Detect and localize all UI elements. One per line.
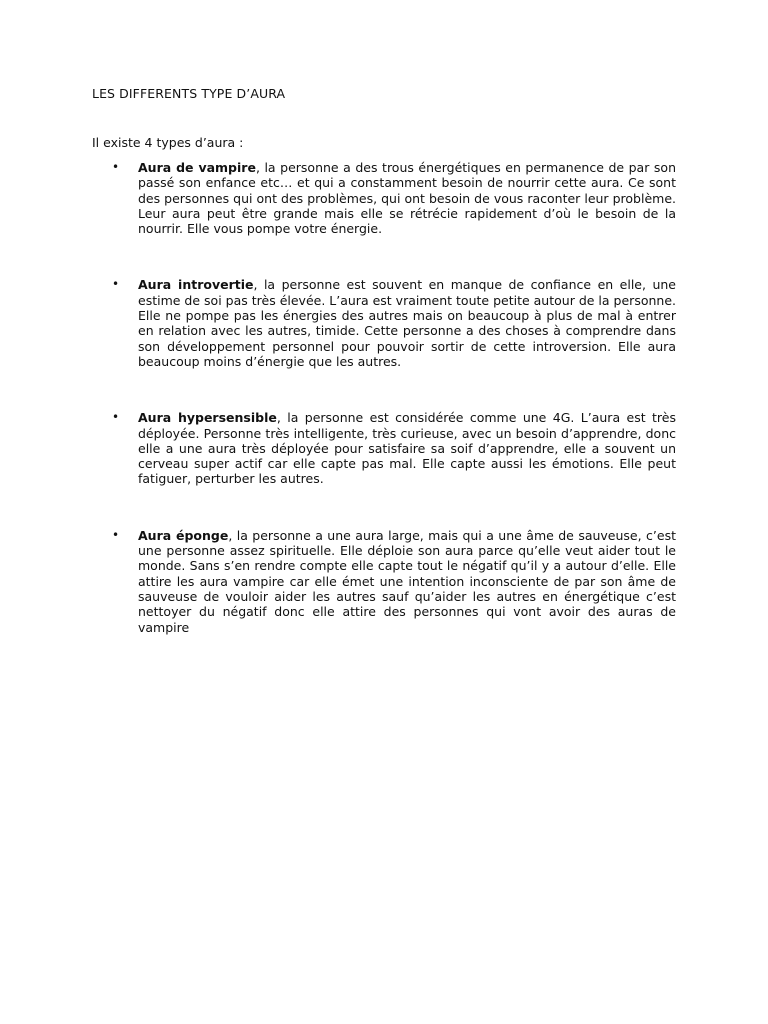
aura-description: , la personne est considérée comme une 4G. L’aura est très déployée. Personne très intelligente, très curieuse, avec un besoin d’apprendre, donc elle a une aura très déployée pour satisfaire sa soif d’apprendre, elle a souvent un cerveau super actif car elle capte pas mal. Elle capte aussi les émotions. Elle peut fatiguer, perturber les autres. bbox=[138, 410, 676, 487]
list-item-aura-hypersensible bbox=[92, 410, 676, 486]
aura-name: Aura introvertie bbox=[138, 277, 254, 293]
aura-name: Aura éponge bbox=[138, 527, 229, 543]
bullet-icon: • bbox=[112, 410, 120, 425]
aura-name: Aura de vampire bbox=[138, 160, 256, 175]
document-title: LES DIFFERENTS TYPE D’AURA bbox=[92, 86, 286, 101]
bullet-icon: • bbox=[112, 160, 120, 174]
aura-description: , la personne a une aura large, mais qui a une âme de sauveuse, c’est une personne assez spirituelle. Elle déploie son aura parce qu’elle veut aider tout le monde. Sans s’en rendre compte elle capte tout le négatif qu’il y a autour d’elle. Elle attire les aura vampire car elle émet une intention inconsciente de par son âme de sauveuse de vouloir aider les autres sauf qu’aider les autres en énergétique c’est nettoyer du négatif donc elle attire des personnes qui vont avoir des auras de vampire bbox=[138, 527, 676, 635]
list-item-aura-eponge bbox=[92, 528, 676, 635]
list-item-aura-vampire bbox=[92, 160, 676, 236]
aura-type-list bbox=[92, 160, 676, 676]
aura-description: , la personne est souvent en manque de confiance en elle, une estime de soi pas très élevée. L’aura est vraiment toute petite autour de la personne. Elle ne pompe pas les énergies des autres mais on beaucoup à plus de mal à entrer en relation avec les autres, timide. Cette personne a des choses à comprendre dans son développement personnel pour pouvoir sortir de cette introversion. Elle aura beaucoup moins d’énergie que les autres. bbox=[138, 277, 676, 369]
list-item-aura-introvertie bbox=[92, 277, 676, 369]
bullet-icon: • bbox=[112, 277, 120, 292]
aura-description: , la personne a des trous énergétiques en permanence de par son passé son enfance etc… et qui a constamment besoin de nourrir cette aura. Ce sont des personnes qui ont des problèmes, qui ont besoin de vous raconter leur problème. Leur aura peut être grande mais elle se rétrécie rapidement d’où le besoin de la nourrir. Elle vous pompe votre énergie. bbox=[138, 160, 676, 237]
aura-name: Aura hypersensible bbox=[138, 410, 277, 426]
bullet-icon: • bbox=[112, 527, 120, 542]
intro-text: Il existe 4 types d’aura : bbox=[92, 135, 244, 150]
